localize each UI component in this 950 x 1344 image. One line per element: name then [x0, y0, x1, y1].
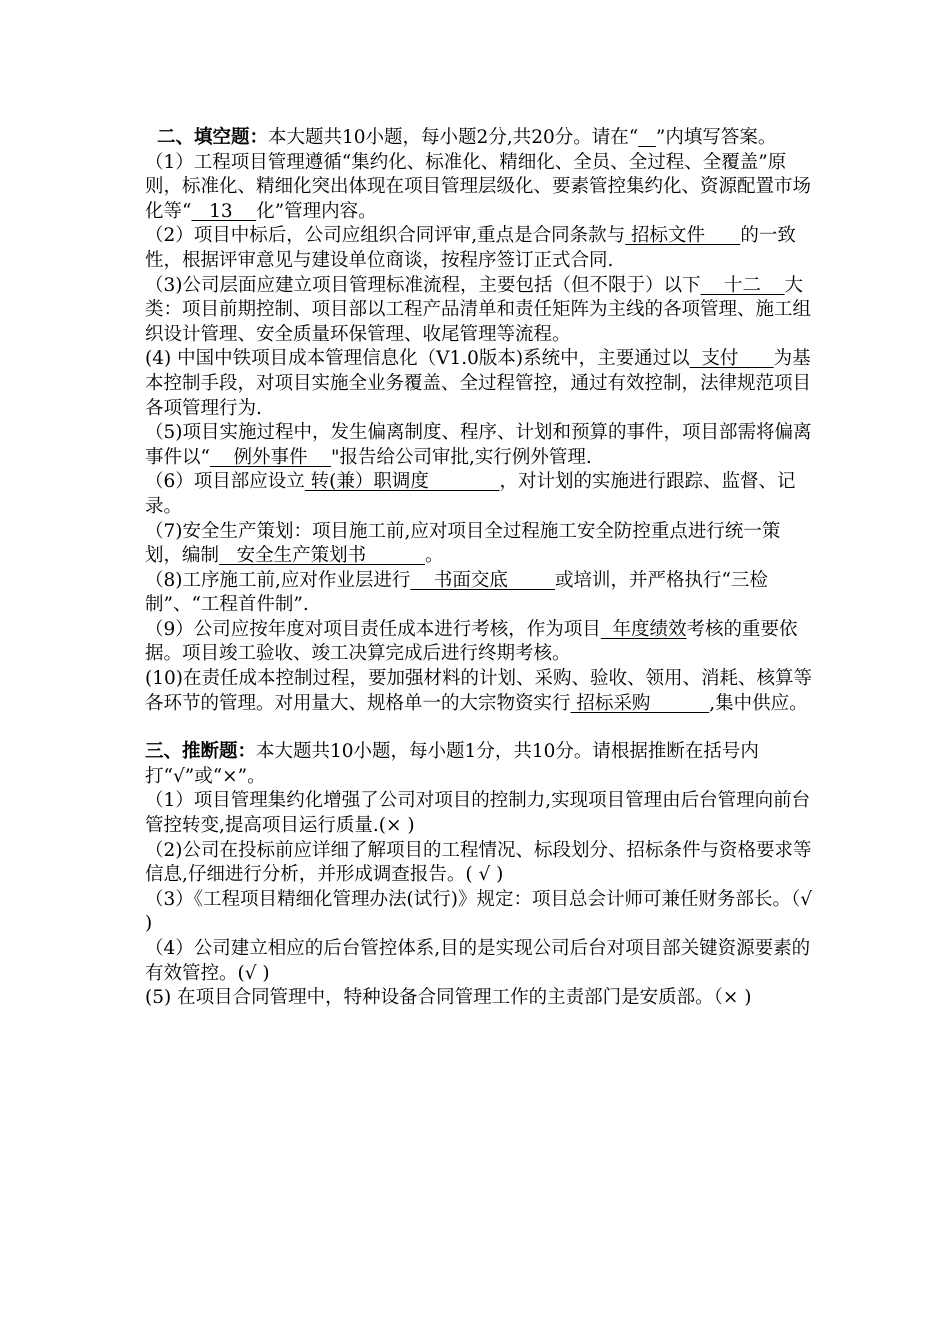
question-text-end: "报告给公司审批,实行例外管理. — [331, 446, 592, 468]
fill-question-9 — [145, 618, 815, 667]
question-text-end: 化”管理内容。 — [256, 200, 377, 222]
question-text: （3)公司层面应建立项目管理标准流程，主要包括（但不限于）以下 — [145, 274, 701, 296]
section-2-heading-text: 本大题共10小题，每小题2分,共20分。请在“ — [268, 127, 639, 148]
question-text: （8)工序施工前,应对作业层进行 — [145, 569, 411, 591]
answer-blank: 例外事件 — [209, 446, 332, 468]
fill-question-6 — [145, 470, 815, 519]
fill-question-10 — [145, 667, 815, 716]
document-body — [145, 126, 815, 1011]
answer-blank: 安全生产策划书 — [219, 545, 425, 567]
answer-blank: 招标采购 — [570, 692, 710, 714]
question-text-end: 或培训，并严格执行“三检制”、“工程首件制”. — [145, 569, 768, 616]
judge-question-3: （3）《工程项目精细化管理办法(试行)》规定：项目总会计师可兼任财务部长。（√ ) — [145, 888, 812, 935]
fill-question-5 — [145, 421, 815, 470]
fill-question-3 — [145, 274, 815, 348]
section-3-heading-text: 本大题共10小题，每小题1分，共10分。请根据推断在括号内打“√”或“×”。 — [145, 741, 759, 787]
section-2-heading-label: 二、填空题： — [157, 127, 269, 148]
section-2-heading-blank — [638, 127, 656, 148]
question-text: (10)在责任成本控制过程，要加强材料的计划、采购、验收、领用、消耗、核算等各环节的管理。对用量大、规格单一的大宗物资实行 — [145, 668, 812, 714]
question-text: （7)安全生产策划：项目施工前,应对项目全过程施工安全防控重点进行统一策划，编制 — [145, 520, 781, 567]
fill-question-2 — [145, 224, 815, 273]
section-3-heading — [145, 740, 815, 789]
fill-question-4 — [145, 347, 815, 421]
judge-question-5: (5) 在项目合同管理中，特种设备合同管理工作的主责部门是安质部。（× ) — [145, 987, 752, 1009]
judge-question-1: （1）项目管理集约化增强了公司对项目的控制力,实现项目管理由后台管理向前台管控转变,提高项目运行质量.(× ) — [145, 790, 811, 837]
question-text: （1）工程项目管理遵循“集约化、标准化、精细化、全员、全过程、全覆盖”原则，标准化、精细化突出体现在项目管理层级化、要素管控集约化、资源配置市场化等“ — [145, 151, 812, 222]
fill-question-7 — [145, 520, 815, 569]
judge-question-4: （4）公司建立相应的后台管控体系,目的是实现公司后台对项目部关键资源要素的有效管控。(√ ) — [145, 938, 811, 984]
answer-blank: 转(兼）职调度 — [304, 471, 500, 493]
section-2-heading-end: ”内填写答案。 — [655, 127, 777, 148]
question-text: （5)项目实施过程中，发生偏离制度、程序、计划和预算的事件，项目部需将偏离事件以“ — [145, 422, 812, 468]
question-text-end: 大类：项目前期控制、项目部以工程产品清单和责任矩阵为主线的各项管理、施工组织设计管理、安全质量环保管理、收尾管理等流程。 — [145, 274, 812, 345]
question-text-end: ,集中供应。 — [709, 692, 808, 714]
answer-blank: 13 — [191, 200, 257, 222]
question-text-end: 考核的重要依据。项目竣工验收、竣工决算完成后进行终期考核。 — [145, 618, 798, 665]
answer-blank: 年度绩效 — [600, 618, 687, 640]
judge-question-2: （2)公司在投标前应详细了解项目的工程情况、标段划分、招标条件与资格要求等信息,仔细进行分析，并形成调查报告。( √ ) — [145, 839, 812, 886]
fill-question-1 — [145, 151, 815, 225]
question-text: （9）公司应按年度对项目责任成本进行考核，作为项目 — [145, 618, 601, 640]
question-text-end: 。 — [424, 545, 444, 567]
answer-blank: 十二 — [700, 274, 785, 296]
question-text: (4) 中国中铁项目成本管理信息化（V1.0版本)系统中，主要通过以 — [145, 348, 690, 370]
question-text-end: 的一致性，根据评审意见与建设单位商谈，按程序签订正式合同. — [145, 225, 796, 271]
answer-blank: 招标文件 — [625, 225, 741, 247]
section-3-heading-label: 三、推断题： — [145, 741, 257, 763]
question-text: （6）项目部应设立 — [145, 471, 305, 493]
answer-blank: 支付 — [689, 348, 774, 370]
question-text-end: 为基本控制手段，对项目实施全业务覆盖、全过程管控，通过有效控制，法律规范项目各项管理行为. — [145, 348, 812, 419]
fill-question-8 — [145, 569, 815, 618]
answer-blank: 书面交底 — [410, 569, 555, 591]
question-text-end: ，对计划的实施进行跟踪、监督、记录。 — [145, 471, 796, 517]
question-text: （2）项目中标后，公司应组织合同评审,重点是合同条款与 — [145, 225, 626, 247]
section-2-heading — [145, 126, 815, 151]
